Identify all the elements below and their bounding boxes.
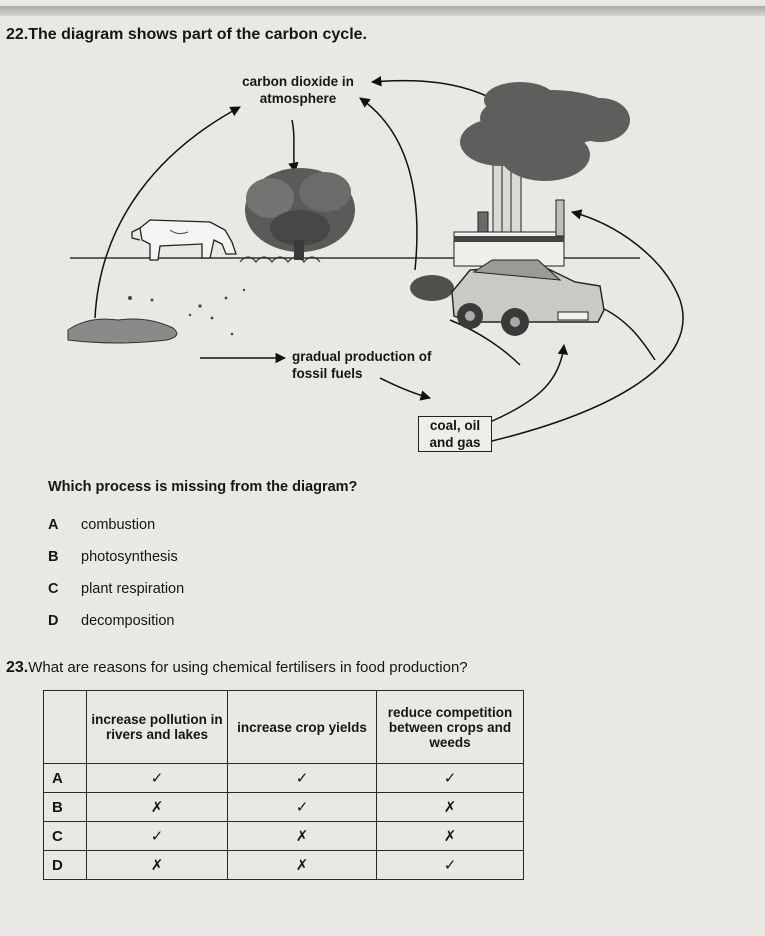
table-row[interactable] bbox=[44, 764, 524, 793]
question-22-title: 22.The diagram shows part of the carbon cycle. bbox=[6, 26, 367, 43]
table-cell: ✗ bbox=[377, 822, 524, 851]
label-co2-line1: carbon dioxide in bbox=[242, 74, 354, 89]
label-fossil-production bbox=[292, 348, 432, 382]
label-co2-atmosphere bbox=[228, 73, 368, 107]
option-text: decomposition bbox=[81, 613, 175, 629]
question-22-prompt: Which process is missing from the diagram? bbox=[48, 479, 358, 495]
table-cell: ✓ bbox=[377, 851, 524, 880]
arrow-factory-smoke bbox=[372, 81, 495, 100]
row-label: D bbox=[44, 851, 87, 880]
table-cell: ✗ bbox=[228, 822, 377, 851]
row-label: A bbox=[44, 764, 87, 793]
cow-illustration bbox=[132, 220, 236, 260]
tree-illustration bbox=[245, 168, 355, 260]
option-letter: B bbox=[48, 549, 59, 565]
question-23-text: What are reasons for using chemical fertilisers in food production? bbox=[28, 659, 468, 676]
row-label: B bbox=[44, 793, 87, 822]
table-cell: ✗ bbox=[87, 851, 228, 880]
label-co2-line2: atmosphere bbox=[259, 91, 337, 106]
option-c[interactable] bbox=[48, 581, 184, 597]
label-coal-line2: and gas bbox=[429, 435, 481, 450]
exhaust-smoke bbox=[410, 275, 454, 301]
option-b[interactable] bbox=[48, 549, 178, 565]
table-header-competition: reduce competition between crops and weeds bbox=[377, 691, 524, 764]
table-cell: ✗ bbox=[228, 851, 377, 880]
option-a[interactable] bbox=[48, 517, 155, 533]
arrow-car-exhaust bbox=[598, 306, 655, 360]
table-row[interactable] bbox=[44, 851, 524, 880]
arrow-decay bbox=[360, 98, 417, 270]
option-text: combustion bbox=[81, 517, 156, 533]
option-letter: D bbox=[48, 613, 59, 629]
fertiliser-answer-table bbox=[43, 690, 524, 880]
option-d[interactable] bbox=[48, 613, 175, 629]
question-23-number: 23. bbox=[6, 659, 29, 676]
table-header-yields: increase crop yields bbox=[228, 691, 377, 764]
option-letter: A bbox=[48, 517, 59, 533]
table-cell: ✗ bbox=[377, 793, 524, 822]
label-coal-oil-gas bbox=[418, 416, 492, 452]
page-top-edge bbox=[0, 6, 765, 16]
factory-smoke-cloud bbox=[460, 82, 630, 181]
table-header-blank bbox=[44, 691, 87, 764]
table-cell: ✓ bbox=[377, 764, 524, 793]
carbon-cycle-diagram bbox=[0, 60, 765, 460]
table-cell: ✗ bbox=[87, 793, 228, 822]
remains-illustration bbox=[68, 319, 177, 343]
table-row[interactable] bbox=[44, 822, 524, 851]
arrow-respiration bbox=[95, 107, 240, 318]
arrow-coal-to-car bbox=[490, 345, 564, 422]
table-row[interactable] bbox=[44, 793, 524, 822]
row-label: C bbox=[44, 822, 87, 851]
table-cell: ✓ bbox=[228, 793, 377, 822]
car-illustration bbox=[452, 260, 604, 336]
question-23-prompt bbox=[6, 659, 468, 677]
table-cell: ✓ bbox=[87, 822, 228, 851]
table-cell: ✓ bbox=[228, 764, 377, 793]
option-letter: C bbox=[48, 581, 59, 597]
table-cell: ✓ bbox=[87, 764, 228, 793]
table-header-pollution: increase pollution in rivers and lakes bbox=[87, 691, 228, 764]
option-text: plant respiration bbox=[81, 581, 185, 597]
table-header-row bbox=[44, 691, 524, 764]
option-text: photosynthesis bbox=[81, 549, 178, 565]
label-fossil-line1: gradual production of bbox=[292, 349, 432, 364]
label-fossil-line2: fossil fuels bbox=[292, 366, 363, 381]
arrow-to-tree bbox=[292, 120, 295, 172]
label-coal-line1: coal, oil bbox=[429, 418, 481, 433]
